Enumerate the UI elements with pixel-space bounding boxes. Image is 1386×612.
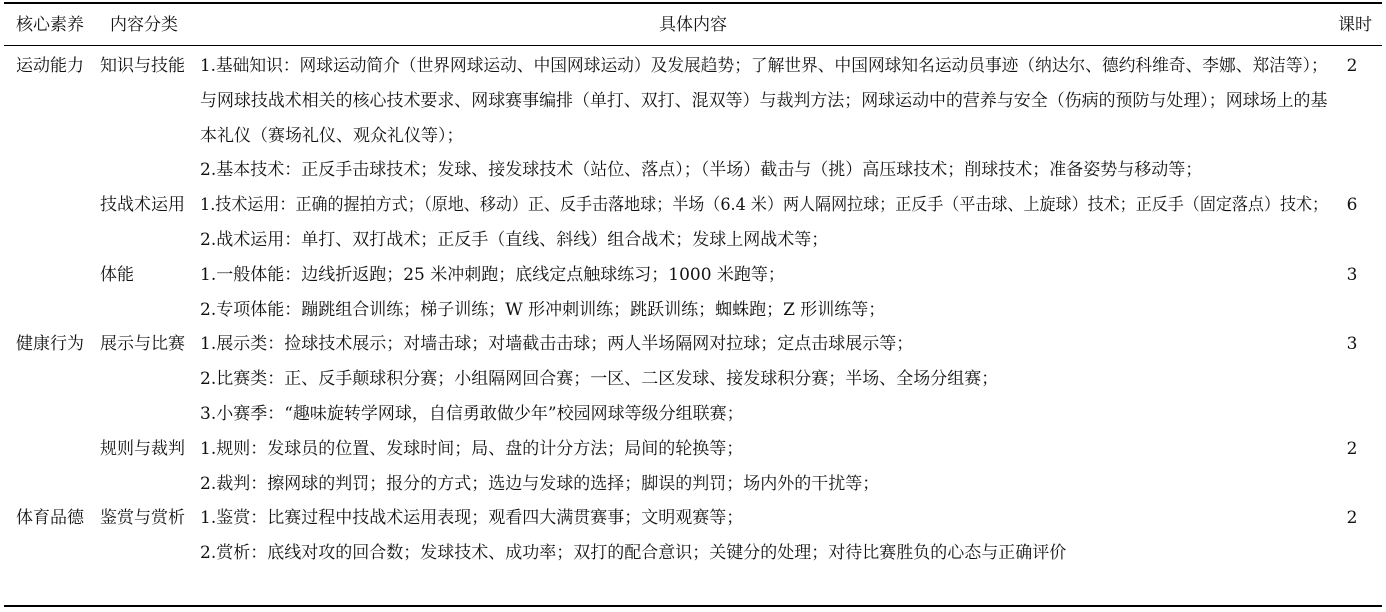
content-text-cell: 1.鉴赏：比赛过程中技战术运用表现；观看四大满贯赛事；文明观赛等； bbox=[200, 508, 744, 529]
table-row bbox=[4, 119, 1382, 154]
class-hours-cell: 2 bbox=[1346, 508, 1358, 529]
class-hours-cell: 3 bbox=[1346, 334, 1358, 355]
content-text-cell: 2.比赛类：正、反手颠球积分赛；小组隔网回合赛；一区、二区发球、接发球积分赛；半场、全场分组赛； bbox=[200, 369, 999, 390]
table-row bbox=[4, 153, 1382, 188]
content-category-cell: 展示与比赛 bbox=[100, 334, 185, 355]
class-hours-cell: 6 bbox=[1346, 195, 1358, 216]
table-row bbox=[4, 362, 1382, 397]
table-row bbox=[4, 501, 1382, 536]
table-row bbox=[4, 188, 1382, 223]
table-row bbox=[4, 223, 1382, 258]
table-row bbox=[4, 432, 1382, 467]
content-text-cell: 1.展示类：捡球技术展示；对墙击球；对墙截击击球；两人半场隔网对拉球；定点击球展示等； bbox=[200, 334, 914, 355]
content-text-cell: 2.裁判：擦网球的判罚；报分的方式；选边与发球的选择；脚误的判罚；场内外的干扰等； bbox=[200, 473, 880, 494]
content-category-cell: 技战术运用 bbox=[100, 195, 185, 216]
content-text-cell: 本礼仪（赛场礼仪、观众礼仪等）； bbox=[200, 125, 464, 146]
content-category-cell: 知识与技能 bbox=[100, 56, 185, 76]
content-text-cell: 与网球技战术相关的核心技术要求、网球赛事编排（单打、双打、混双等）与裁判方法；网球运动中的营养与安全（伤病的预防与处理）；网球场上的基 bbox=[200, 90, 1328, 111]
table-row bbox=[4, 467, 1382, 502]
content-text-cell: 1.规则：发球员的位置、发球时间；局、盘的计分方法；局间的轮换等； bbox=[200, 438, 744, 459]
table-row bbox=[4, 536, 1382, 571]
content-text-cell: 2.基本技术：正反手击球技术；发球、接发球技术（站位、落点）；（半场）截击与（挑）高压球技术；削球技术；准备姿势与移动等； bbox=[200, 160, 1203, 181]
content-text-cell: 1.基础知识：网球运动简介（世界网球运动、中国网球运动）及发展趋势；了解世界、中国网球知名运动员事迹（纳达尔、德约科维奇、李娜、郑洁等）； bbox=[200, 56, 1328, 76]
table-header-rule bbox=[4, 45, 1382, 46]
table-row bbox=[4, 84, 1382, 119]
header-core-literacy: 核心素养 bbox=[16, 15, 84, 35]
table-row bbox=[4, 49, 1382, 84]
table-body bbox=[4, 49, 1382, 571]
content-text-cell: 1.技术运用：正确的握拍方式；（原地、移动）正、反手击落地球；半场（6.4 米）两人隔网拉球；正反手（平击球、上旋球）技术；正反手（固定落点）技术； bbox=[200, 195, 1329, 216]
table-row bbox=[4, 293, 1382, 328]
content-text-cell: 3.小赛季：“趣味旋转学网球，自信勇敢做少年”校园网球等级分组联赛； bbox=[200, 403, 744, 424]
curriculum-table bbox=[4, 2, 1382, 608]
header-specific-content: 具体内容 bbox=[659, 15, 727, 35]
core-literacy-cell: 体育品德 bbox=[16, 508, 84, 529]
table-row bbox=[4, 397, 1382, 432]
content-category-cell: 鉴赏与赏析 bbox=[100, 508, 185, 529]
class-hours-cell: 2 bbox=[1346, 56, 1358, 76]
core-literacy-cell: 健康行为 bbox=[16, 334, 84, 355]
class-hours-cell: 3 bbox=[1346, 264, 1358, 285]
content-text-cell: 2.赏析：底线对攻的回合数；发球技术、成功率；双打的配合意识；关键分的处理；对待比赛胜负的心态与正确评价 bbox=[200, 543, 1067, 564]
class-hours-cell: 2 bbox=[1346, 438, 1358, 459]
table-top-rule bbox=[4, 2, 1382, 4]
content-category-cell: 规则与裁判 bbox=[100, 438, 185, 459]
table-row bbox=[4, 258, 1382, 293]
table-row bbox=[4, 327, 1382, 362]
header-class-hours: 课时 bbox=[1338, 15, 1372, 35]
table-bottom-rule bbox=[4, 605, 1382, 607]
header-content-category: 内容分类 bbox=[110, 15, 178, 35]
content-text-cell: 1.一般体能：边线折返跑；25 米冲刺跑；底线定点触球练习；1000 米跑等； bbox=[200, 264, 785, 285]
content-text-cell: 2.战术运用：单打、双打战术；正反手（直线、斜线）组合战术；发球上网战术等； bbox=[200, 229, 829, 250]
core-literacy-cell: 运动能力 bbox=[16, 56, 84, 76]
content-category-cell: 体能 bbox=[100, 264, 134, 285]
content-text-cell: 2.专项体能：蹦跳组合训练；梯子训练；W 形冲刺训练；跳跃训练；蜘蛛跑；Z 形训练等； bbox=[200, 299, 886, 320]
